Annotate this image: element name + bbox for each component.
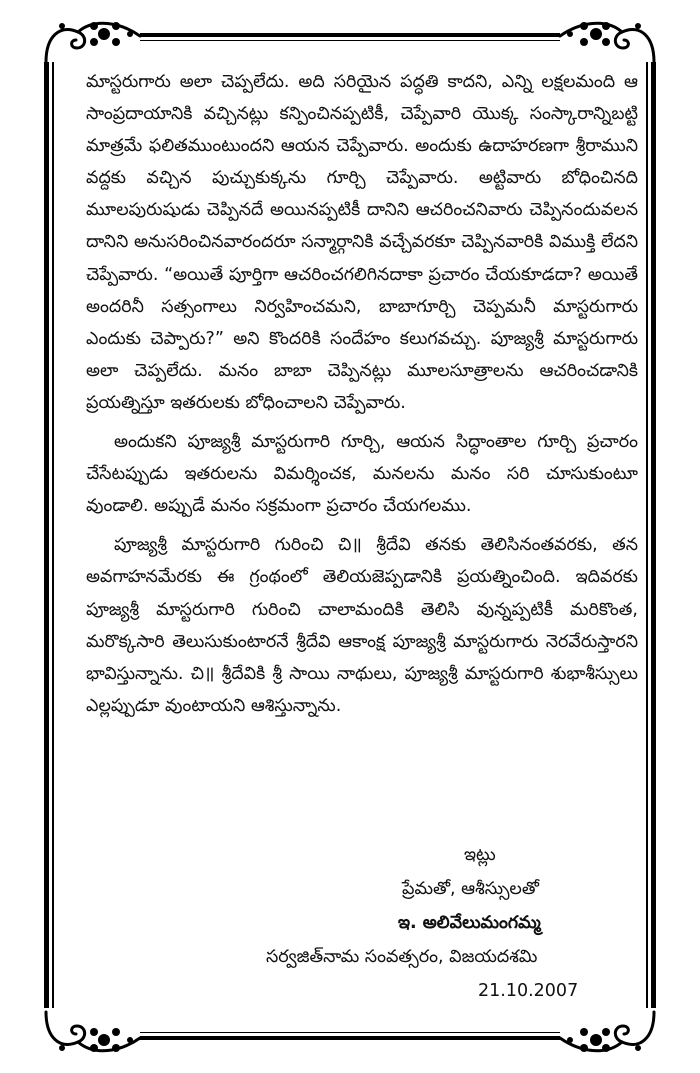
- regards-line: ప్రేమతో, ఆశీస్సులతో: [402, 879, 539, 899]
- bottom-left-floral-ornament-icon: [42, 1010, 142, 1060]
- occasion-line: సర్వజిత్‌నామ సంవత్సరం, విజయదశమి: [266, 947, 538, 967]
- body-text: [86, 66, 638, 722]
- date-line: 21.10.2007: [478, 981, 579, 1001]
- paragraph-2: అందుకని పూజ్యశ్రీ మాస్టరుగారి గూర్చి, ఆయన సిద్ధాంతాల గూర్చి ప్రచారం చేసేటప్పుడు ఇతరులను విమర్శించక, మనలను మనం సరి చూసుకుంటూ వుండాలి. అప్పుడే మనం సక్రమంగా ప్రచారం చేయగలము.: [86, 432, 638, 517]
- paragraph-1: మాస్టరుగారు అలా చెప్పలేదు. అది సరియైన పద్ధతి కాదని, ఎన్ని లక్షలమంది ఆ సాంప్రదాయానికి వచ్చినట్లు కన్పించినప్పటికీ, చెప్పేవారి యొక్క సంస్కారాన్నిబట్టి మాత్రమే ఫలితముంటుందని ఆయన చెప్పేవారు. అందుకు ఉదాహరణగా శ్రీరాముని వద్దకు వచ్చిన పుచ్చుకుక్కను గూర్చి చెప్పేవారు. అట్టివారు బోధించినది మూలపురుషుడు చెప్పినదే అయినప్పటికీ దానిని ఆచరించనివారు చెప్పినందువలన దానిని అనుసరించినవారందరూ సన్మార్గానికి వచ్చేవరకూ చెప్పినవారికి విముక్తి లేదని చెప్పేవారు. “అయితే పూర్తిగా ఆచరించగలిగినదాకా ప్రచారం చేయకూడదా? అయితే అందరినీ సత్సంగాలు నిర్వహించమని, బాబాగూర్చి చెప్పమనీ మాస్టరుగారు ఎందుకు చెప్పారు?” అని కొందరికి సందేహం కలుగవచ్చు. పూజ్యశ్రీ మాస్టరుగారు అలా చెప్పలేదు. మనం బాబా చెప్పినట్లు మూలసూత్రాలను ఆచరించడానికి ప్రయత్నిస్తూ ఇతరులకు బోధించాలని చెప్పేవారు.: [86, 72, 638, 413]
- top-left-floral-ornament-icon: [42, 14, 142, 64]
- author-name: ఇ. అలివేలుమంగమ్మ: [398, 913, 541, 933]
- top-right-floral-ornament-icon: [558, 14, 658, 64]
- paragraph-3: పూజ్యశ్రీ మాస్టరుగారి గురించి చి॥ శ్రీదేవి తనకు తెలిసినంతవరకు, తన అవగాహనమేరకు ఈ గ్రంథంలో తెలియజెప్పడానికి ప్రయత్నించింది. ఇదివరకు పూజ్యశ్రీ మాస్టరుగారి గురించి చాలామందికి తెలిసి వున్నప్పటికీ మరికొంత, మరొక్కసారి తెలుసుకుంటారనే శ్రీదేవి ఆకాంక్ష పూజ్యశ్రీ మాస్టరుగారు నెరవేరుస్తారని భావిస్తున్నాను. చి॥ శ్రీదేవికి శ్రీ సాయి నాథులు, పూజ్యశ్రీ మాస్టరుగారి శుభాశీస్సులు ఎల్లప్పుడూ వుంటాయని ఆశిస్తున్నాను.: [86, 535, 638, 716]
- bottom-right-floral-ornament-icon: [558, 1010, 658, 1060]
- closing-word: ఇట్లు: [464, 845, 496, 865]
